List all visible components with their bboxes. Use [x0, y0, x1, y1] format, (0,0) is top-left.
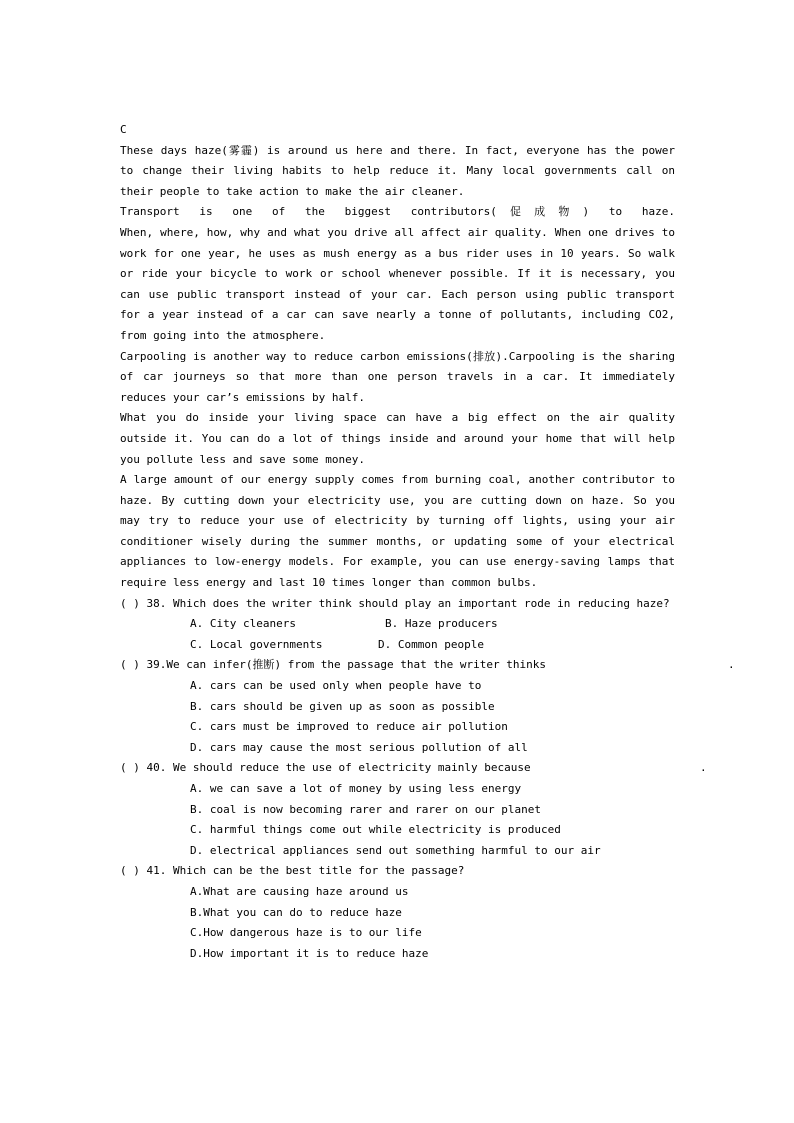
question-38-stem: ( ) 38. Which does the writer think should play an important rode in reducing haze?: [120, 596, 670, 610]
passage-paragraph-4: Carpooling is another way to reduce carbon emissions(排放).Carpooling is the sharing of car journeys so that more than one person travels in a car. It immediately reduces your car’s emissions by half.: [120, 349, 675, 404]
passage-paragraph-3: When, where, how, why and what you drive all affect air quality. When one drives to work for one year, he uses as mush energy as a bus rider uses in 10 years. So walk or ride your bicycle to work or school whenever possible. If it is necessary, you can use public transport instead of your car. Each person using public transport for a year instead of a car can save nearly a tonne of pollutants, including CO2, from going into the atmosphere.: [120, 225, 675, 342]
passage-paragraph-6: A large amount of our energy supply comes from burning coal, another contributor to haze. By cutting down your electricity use, you are cutting down on haze. So you may try to reduce your use of electricity by turning off lights, using your air conditioner wisely during the summer months, or updating some of your electrical appliances to low-energy models. For example, you can use energy-saving lamps that require less energy and last 10 times longer than common bulbs.: [120, 473, 675, 590]
passage-paragraph-2: Transport is one of the biggest contributors(促成物) to haze.: [120, 205, 675, 219]
question-38-option-a[interactable]: A. City cleaners: [190, 617, 296, 631]
question-41-option-c[interactable]: C.How dangerous haze is to our life: [190, 926, 422, 940]
question-40-option-b[interactable]: B. coal is now becoming rarer and rarer on our planet: [190, 802, 541, 816]
question-39-option-c[interactable]: C. cars must be improved to reduce air pollution: [190, 720, 508, 734]
question-38-options-row-1: [190, 614, 675, 635]
question-40-option-c[interactable]: C. harmful things come out while electricity is produced: [190, 823, 561, 837]
question-38-option-c[interactable]: C. Local governments: [190, 637, 323, 651]
question-41-option-d[interactable]: D.How important it is to reduce haze: [190, 946, 429, 960]
question-40: [120, 758, 707, 779]
question-39-blank-end: .: [728, 658, 735, 672]
question-38-option-b[interactable]: B. Haze producers: [385, 617, 498, 631]
question-38-options-row-2: [190, 635, 675, 656]
question-41-stem: ( ) 41. Which can be the best title for the passage?: [120, 864, 465, 878]
question-39-option-b[interactable]: B. cars should be given up as soon as possible: [190, 699, 495, 713]
question-41-option-a[interactable]: A.What are causing haze around us: [190, 884, 409, 898]
reading-passage-page: [120, 120, 735, 964]
question-39-option-d[interactable]: D. cars may cause the most serious pollution of all: [190, 740, 528, 754]
question-40-blank-end: .: [700, 761, 707, 775]
question-39: [120, 655, 735, 676]
question-40-stem: ( ) 40. We should reduce the use of electricity mainly because: [120, 761, 531, 775]
question-39-stem: ( ) 39.We can infer(推断) from the passage that the writer thinks: [120, 658, 546, 672]
question-40-option-a[interactable]: A. we can save a lot of money by using less energy: [190, 782, 522, 795]
passage-paragraph-5: What you do inside your living space can have a big effect on the air quality outside it. You can do a lot of things inside and around your home that will help you pollute less and save some money.: [120, 411, 675, 466]
passage-paragraph-1: These days haze(雾霾) is around us here and there. In fact, everyone has the power to change their living habits to help reduce it. Many local governments call on their people to take action to make the air cleaner.: [120, 143, 675, 198]
question-38-option-d[interactable]: D. Common people: [378, 637, 484, 651]
question-39-option-a[interactable]: A. cars can be used only when people have to: [190, 679, 482, 693]
section-label: C: [120, 123, 127, 136]
question-40-option-d[interactable]: D. electrical appliances send out something harmful to our air: [190, 843, 601, 857]
question-41-option-b[interactable]: B.What you can do to reduce haze: [190, 905, 402, 919]
